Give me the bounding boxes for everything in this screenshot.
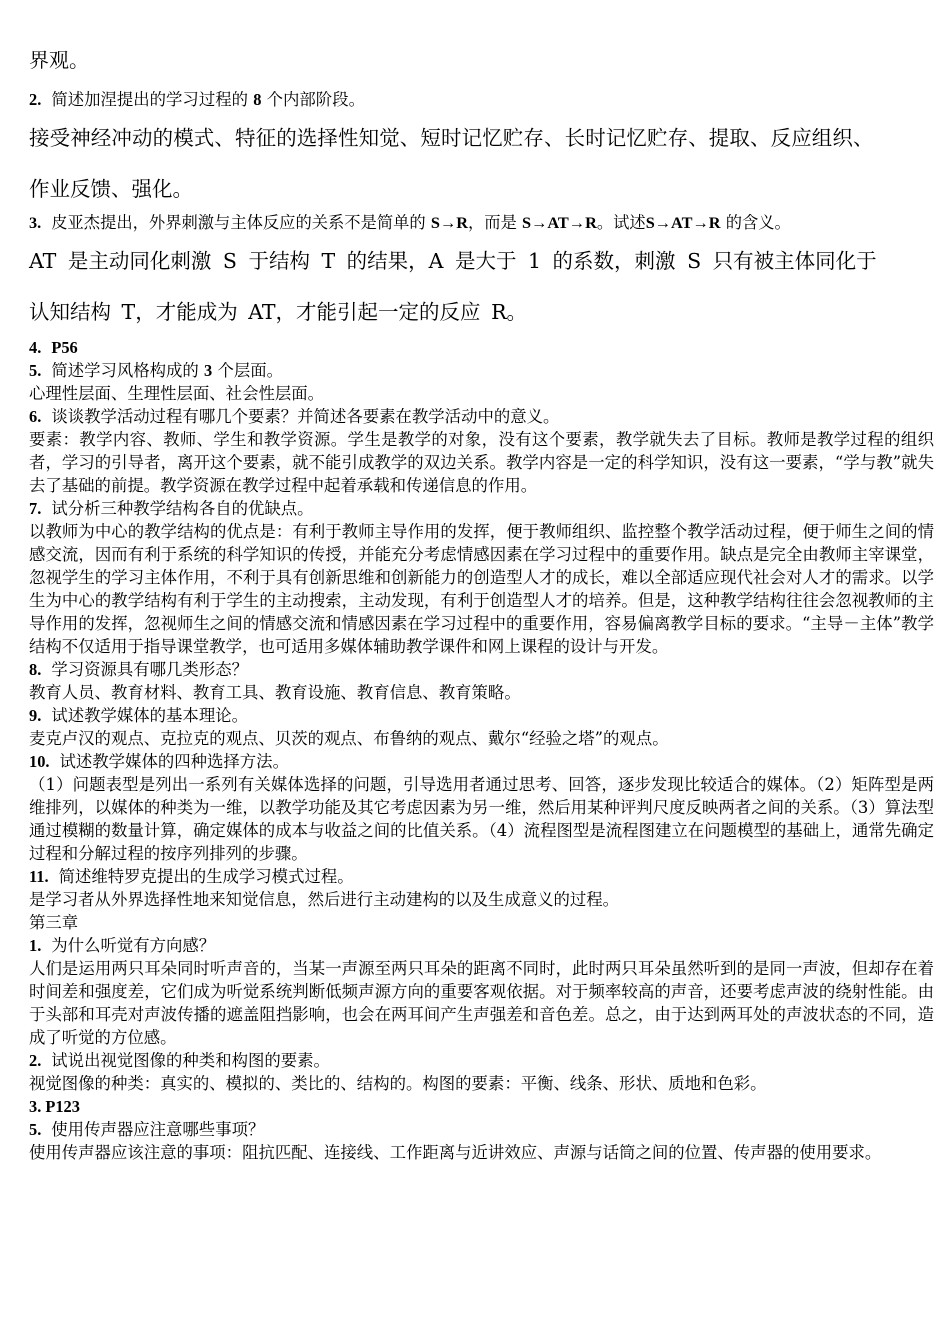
question-text: 谈谈教学活动过程有哪几个要素？并简述各要素在教学活动中的意义。 — [51, 407, 560, 426]
answer-2-line-2: 作业反馈、强化。 — [29, 177, 193, 201]
answer-5: 心理性层面、生理性层面、社会性层面。 — [29, 384, 325, 403]
question-9: 9. 试述教学媒体的基本理论。 — [29, 706, 248, 725]
answer-6: 要素：教学内容、教师、学生和教学资源。学生是教学的对象，没有这个要素，教学就失去了目标。教师是教学过程的组织者，学习的引导者，离开这个要素，就不能引成教学的双边关系。教学内容是一定的科学知识，没有这一要素，“学与教”就失去了基础的前提。教学资源在教学过程中起着承载和传递信息的作用。 — [29, 430, 934, 495]
question-text: 皮亚杰提出，外界刺激与主体反应的关系不是简单的 — [51, 213, 426, 232]
question-text: 试述教学媒体的四种选择方法。 — [59, 752, 289, 771]
question-4: 4. P56 — [29, 338, 78, 357]
answer-8: 教育人员、教育材料、教育工具、教育设施、教育信息、教育策略。 — [29, 683, 521, 702]
chapter3-question-5 — [29, 1118, 934, 1141]
question-text: 简述维特罗克提出的生成学习模式过程。 — [58, 867, 354, 886]
text-continuation: 界观。 — [29, 48, 89, 72]
question-number: 3 — [29, 213, 38, 232]
answer-9: 麦克卢汉的观点、克拉克的观点、贝茨的观点、布鲁纳的观点、戴尔“经验之塔”的观点。 — [29, 729, 669, 748]
answer-3-line-2: 认知结构 T，才能成为 AT，才能引起一定的反应 R。 — [29, 300, 528, 324]
question-number: 5 — [29, 361, 38, 380]
question-3: 3. 皮亚杰提出，外界刺激与主体反应的关系不是简单的 S→R，而是 S→AT→R。试述S→AT→R 的含义。 — [29, 213, 791, 232]
question-8: 8. 学习资源具有哪几类形态？ — [29, 660, 248, 679]
question-number: 7 — [29, 499, 38, 518]
answer-7: 以教师为中心的教学结构的优点是：有利于教师主导作用的发挥，便于教师组织、监控整个教学活动过程，便于师生之间的情感交流，因而有利于系统的科学知识的传授，并能充分考虑情感因素在学习过程中的重要作用。缺点是完全由教师主宰课堂，忽视学生的学习主体作用，不利于具有创新思维和创新能力的创造型人才的成长，难以全部适应现代社会对人才的需求。以学生为中心的教学结构有利于学生的主动搜索，主动发现，有利于创造型人才的培养。但是，这种教学结构往往会忽视教师的主导作用的发挥，忽视师生之间的情感交流和情感因素在学习过程中的重要作用，容易偏离教学目标的要求。“主导－主体”教学结构不仅适用于指导课堂教学，也可适用多媒体辅助教学课件和网上课程的设计与开发。 — [29, 522, 934, 656]
question-text: 试说出视觉图像的种类和构图的要素。 — [51, 1051, 330, 1070]
answer-10: （1）问题表型是列出一系列有关媒体选择的问题，引导选用者通过思考、回答，逐步发现比较适合的媒体。（2）矩阵型是两维排列，以媒体的种类为一维，以教学功能及其它考虑因素为另一维，然后用某种评判尺度反映两者之间的关系。（3）算法型通过模糊的数量计算，确定媒体的成本与收益之间的比值关系。（4）流程图型是流程图建立在问题模型的基础上，通常先确定过程和分解过程的按序列排列的步骤。 — [29, 775, 934, 863]
question-number: 8 — [29, 660, 38, 679]
question-6: 6. 谈谈教学活动过程有哪几个要素？并简述各要素在教学活动中的意义。 — [29, 407, 560, 426]
question-text: 为什么听觉有方向感？ — [51, 936, 216, 955]
chapter3-question-1 — [29, 934, 934, 957]
question-text: 试述教学媒体的基本理论。 — [51, 706, 248, 725]
chapter3-answer-1: 人们是运用两只耳朵同时听声音的，当某一声源至两只耳朵的距离不同时，此时两只耳朵虽然听到的是同一声波，但却存在着时间差和强度差，它们成为听觉系统判断低频声源方向的重要客观依据。对于频率较高的声音，还要考虑声波的绕射性能。由于头部和耳壳对声波传播的遮盖阻挡影响，也会在两耳间产生声强差和音色差。总之，由于达到两耳处的声波状态的不同，造成了听觉的方位感。 — [29, 959, 934, 1047]
question-text: 简述加涅提出的学习过程的 — [51, 90, 248, 109]
question-text: 学习资源具有哪几类形态？ — [51, 660, 248, 679]
question-text: 试分析三种教学结构各自的优缺点。 — [51, 499, 314, 518]
question-number: 4 — [29, 338, 38, 357]
question-text: 。试述 — [596, 213, 646, 232]
question-text: 个内部阶段。 — [266, 90, 365, 109]
answer-2-line-1: 接受神经冲动的模式、特征的选择性知觉、短时记忆贮存、长时记忆贮存、提取、反应组织、 — [29, 126, 874, 150]
formula: S→R — [430, 213, 468, 232]
question-number: 9 — [29, 706, 38, 725]
question-number: 6 — [29, 407, 38, 426]
question-text: 使用传声器应注意哪些事项？ — [51, 1120, 265, 1139]
question-number: 11 — [29, 867, 45, 886]
question-2: 2. 简述加涅提出的学习过程的 8 个内部阶段。 — [29, 90, 365, 109]
chapter3-answer-2: 视觉图像的种类：真实的、模拟的、类比的、结构的。构图的要素：平衡、线条、形状、质地和色彩。 — [29, 1074, 767, 1093]
question-number: 1. — [29, 936, 42, 955]
question-number: 2 — [29, 90, 38, 109]
chapter-heading: 第三章 — [29, 913, 79, 932]
question-7: 7. 试分析三种教学结构各自的优缺点。 — [29, 499, 314, 518]
question-number: 10 — [29, 752, 46, 771]
question-text: 的含义。 — [725, 213, 791, 232]
question-bold: 3 — [204, 361, 213, 380]
question-number: 5. — [29, 1120, 42, 1139]
chapter3-answer-5: 使用传声器应该注意的事项：阻抗匹配、连接线、工作距离与近讲效应、声源与话筒之间的位置、传声器的使用要求。 — [29, 1143, 882, 1162]
page-reference: P123 — [45, 1097, 80, 1116]
qa-section — [29, 359, 934, 1164]
question-text: 简述学习风格构成的 — [51, 361, 199, 380]
formula: S→AT→R — [522, 213, 597, 232]
formula: S→AT→R — [645, 213, 721, 232]
answer-3-line-1: AT 是主动同化刺激 S 于结构 T 的结果，A 是大于 1 的系数，刺激 S 只有被主体同化于 — [29, 249, 877, 273]
question-5: 5. 简述学习风格构成的 3 个层面。 — [29, 361, 284, 380]
question-text: 个层面。 — [217, 361, 284, 380]
question-bold: 8 — [253, 90, 262, 109]
question-text: ，而是 — [468, 213, 517, 232]
question-11: 11. 简述维特罗克提出的生成学习模式过程。 — [29, 867, 354, 886]
page-reference: P56 — [51, 338, 78, 357]
question-number: 2. — [29, 1051, 42, 1070]
question-number: 3 — [29, 1097, 38, 1116]
chapter3-question-2 — [29, 1049, 934, 1072]
answer-11: 是学习者从外界选择性地来知觉信息，然后进行主动建构的以及生成意义的过程。 — [29, 890, 620, 909]
question-10: 10. 试述教学媒体的四种选择方法。 — [29, 752, 289, 771]
chapter3-question-3: 3. P123 — [29, 1097, 80, 1116]
